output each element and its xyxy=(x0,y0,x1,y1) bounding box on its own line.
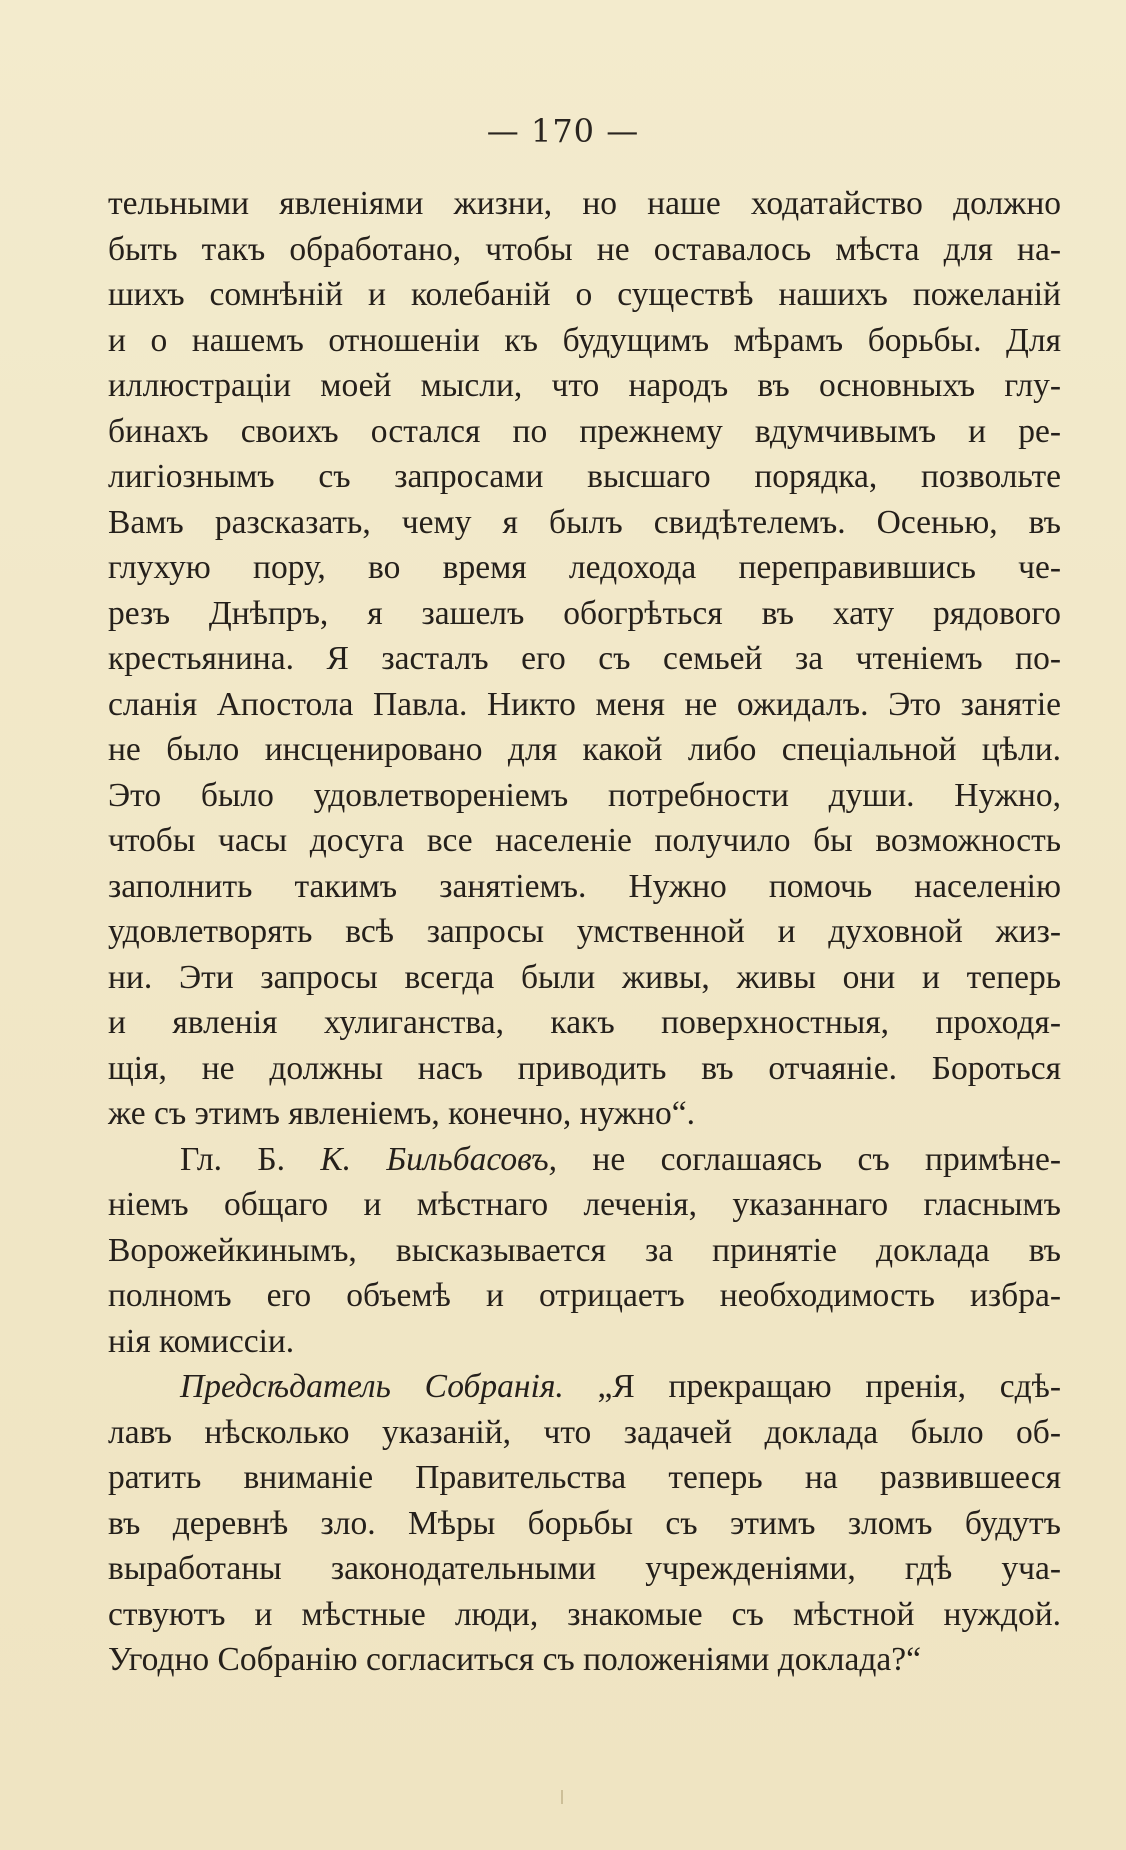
page-number: — 170 — xyxy=(486,112,640,150)
text-line xyxy=(108,1137,1061,1183)
speaker-name: К. Бильбасовъ, xyxy=(320,1140,557,1178)
text-line: ратить вниманіе Правительства теперь на развившееся xyxy=(108,1459,1061,1496)
text-line: ствуютъ и мѣстные люди, знакомые съ мѣстной нуждой. xyxy=(108,1595,1061,1633)
text-line: въ деревнѣ зло. Мѣры борьбы съ этимъ зломъ будутъ xyxy=(108,1504,1061,1542)
text-line: щія, не должны насъ приводить въ отчаяніе. Бороться xyxy=(108,1049,1061,1087)
line-rest: „Я прекращаю пренія, сдѣ- xyxy=(563,1368,1061,1405)
text-line xyxy=(108,1364,1061,1410)
paragraph-2 xyxy=(108,1137,1061,1365)
text-line: Угодно Собранію согласиться съ положеніями доклада?“ xyxy=(108,1641,922,1678)
text-line: крестьянина. Я засталъ его съ семьей за чтеніемъ по- xyxy=(108,640,1061,677)
text-line: резъ Днѣпръ, я зашелъ обогрѣться въ хату рядового xyxy=(108,594,1061,632)
text-line: глухую пору, во время ледохода переправившись че- xyxy=(108,549,1061,586)
text-line: не было инсценировано для какой либо спеціальной цѣли. xyxy=(108,731,1061,768)
text-line: лавъ нѣсколько указаній, что задачей доклада было об- xyxy=(108,1413,1061,1451)
text-line: сланія Апостола Павла. Никто меня не ожидалъ. Это занятіе xyxy=(108,685,1061,723)
paper-mark xyxy=(561,1790,563,1804)
text-line: и о нашемъ отношеніи къ будущимъ мѣрамъ борьбы. Для xyxy=(108,321,1061,359)
text-line: тельными явленіями жизни, но наше ходатайство должно xyxy=(108,185,1061,222)
text-line: выработаны законодательными учрежденіями, гдѣ уча- xyxy=(108,1550,1061,1587)
text-line: нія комиссіи. xyxy=(108,1322,295,1360)
text-line: Ворожейкинымъ, высказывается за принятіе доклада въ xyxy=(108,1231,1061,1269)
text-line: бинахъ своихъ остался по прежнему вдумчивымъ и ре- xyxy=(108,412,1061,450)
text-line: ни. Эти запросы всегда были живы, живы они и теперь xyxy=(108,958,1061,996)
text-line: Это было удовлетвореніемъ потребности души. Нужно, xyxy=(108,776,1061,814)
text-line: Вамъ разсказать, чему я былъ свидѣтелемъ. Осенью, въ xyxy=(108,503,1061,541)
text-line: и явленія хулиганства, какъ поверхностныя, проходя- xyxy=(108,1004,1061,1041)
text-line: полномъ его объемѣ и отрицаетъ необходимость избра- xyxy=(108,1277,1061,1314)
text-line: заполнить такимъ занятіемъ. Нужно помочь населенію xyxy=(108,867,1061,905)
line-rest: не соглашаясь съ примѣне- xyxy=(557,1140,1061,1178)
speaker-name: Предсѣдатель Собранія. xyxy=(180,1368,564,1405)
speaker-prefix: Гл. Б. xyxy=(180,1140,321,1178)
text-line: же съ этимъ явленіемъ, конечно, нужно“. xyxy=(108,1095,695,1132)
text-line: шихъ сомнѣній и колебаній о существѣ нашихъ пожеланій xyxy=(108,276,1061,313)
text-line: удовлетворять всѣ запросы умственной и духовной жиз- xyxy=(108,913,1061,950)
text-line: лигіознымъ съ запросами высшаго порядка, позвольте xyxy=(108,458,1061,495)
text-line: иллюстраціи моей мысли, что народъ въ основныхъ глу- xyxy=(108,367,1061,404)
body-text xyxy=(108,181,1061,1683)
text-line: быть такъ обработано, чтобы не оставалось мѣста для на- xyxy=(108,230,1061,268)
text-line: чтобы часы досуга все населеніе получило бы возможность xyxy=(108,822,1061,859)
text-line: ніемъ общаго и мѣстнаго леченія, указаннаго гласнымъ xyxy=(108,1186,1061,1223)
paragraph-1 xyxy=(108,181,1061,1137)
paragraph-3 xyxy=(108,1364,1061,1683)
